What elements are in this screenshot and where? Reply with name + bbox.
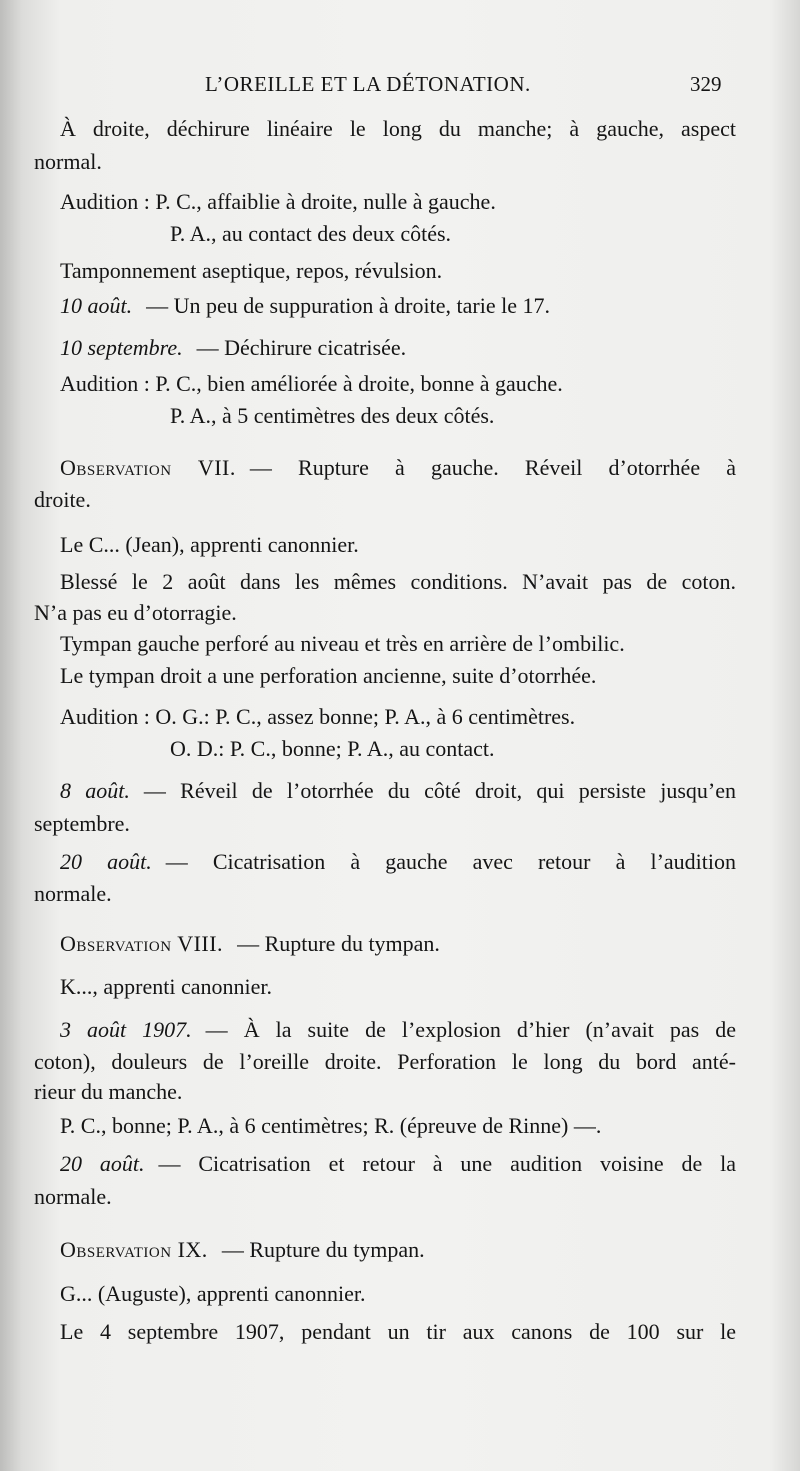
dated-entry (60, 1150, 736, 1178)
running-head-title: L’OREILLE ET LA DÉTONATION. (205, 72, 531, 96)
text-line: P. A., à 5 centimètres des deux côtés. (170, 403, 495, 428)
entry-date: 20 août. (60, 849, 152, 874)
text-line: Tympan gauche perforé au niveau et très en arrière de l’ombilic. (60, 631, 625, 656)
text-line: droite. (34, 487, 91, 512)
text-line: rieur du manche. (34, 1079, 183, 1104)
text-line: coton), douleurs de l’oreille droite. Perforation le long du bord anté- (34, 1049, 736, 1074)
dated-entry (60, 334, 406, 362)
entry-date: 8 août. (60, 778, 130, 803)
observation-label: Observation IX. (60, 1237, 208, 1262)
entry-date: 10 septembre. (60, 335, 183, 360)
text-line: Audition : O. G.: P. C., assez bonne; P. A., à 6 centimètres. (60, 704, 576, 729)
entry-text: — À la suite de l’explosion d’hier (n’avait pas de (205, 1017, 736, 1042)
observation-label: Observation VII. (60, 455, 236, 480)
entry-text: — Déchirure cicatrisée. (196, 335, 407, 360)
text-line: normale. (34, 1184, 112, 1209)
observation-title: — Rupture à gauche. Réveil d’otorrhée à (249, 455, 736, 480)
text-line: Le tympan droit a une perforation ancienne, suite d’otorrhée. (60, 663, 597, 688)
text-line: normale. (34, 881, 112, 906)
entry-text: — Cicatrisation et retour à une audition voisine de la (158, 1151, 736, 1176)
text-line: Tamponnement aseptique, repos, révulsion. (60, 258, 443, 283)
text-line: P. C., bonne; P. A., à 6 centimètres; R. (épreuve de Rinne) —. (60, 1113, 602, 1138)
text-line: P. A., au contact des deux côtés. (170, 221, 452, 246)
dated-entry (60, 1016, 736, 1044)
observation-heading (60, 454, 736, 482)
text-line: N’a pas eu d’otorragie. (34, 600, 237, 625)
entry-date: 3 août 1907. (60, 1017, 192, 1042)
dated-entry (60, 848, 736, 876)
dated-entry (60, 777, 736, 805)
text-line: normal. (34, 149, 102, 174)
observation-title: — Rupture du tympan. (237, 931, 440, 956)
observation-heading (60, 930, 440, 958)
entry-text: — Un peu de suppuration à droite, tarie le 17. (146, 293, 550, 318)
text-line: Blessé le 2 août dans les mêmes conditions. N’avait pas de coton. (60, 569, 736, 594)
entry-date: 10 août. (60, 293, 133, 318)
text-line: K..., apprenti canonnier. (60, 974, 272, 999)
text-line: septembre. (34, 811, 130, 836)
observation-heading (60, 1236, 425, 1264)
page-number: 329 (690, 72, 722, 96)
observation-title: — Rupture du tympan. (221, 1237, 425, 1262)
entry-text: — Cicatrisation à gauche avec retour à l’audition (165, 849, 736, 874)
dated-entry (60, 292, 550, 320)
text-line: Le C... (Jean), apprenti canonnier. (60, 532, 359, 557)
text-line: À droite, déchirure linéaire le long du manche; à gauche, aspect (60, 116, 736, 141)
text-line: O. D.: P. C., bonne; P. A., au contact. (170, 736, 495, 761)
running-head (0, 72, 800, 104)
text-line: Audition : P. C., affaiblie à droite, nulle à gauche. (60, 189, 496, 214)
text-line: Audition : P. C., bien améliorée à droite, bonne à gauche. (60, 371, 563, 396)
entry-date: 20 août. (60, 1151, 145, 1176)
observation-label: Observation VIII. (60, 931, 224, 956)
text-line: Le 4 septembre 1907, pendant un tir aux canons de 100 sur le (60, 1319, 736, 1344)
text-line: G... (Auguste), apprenti canonnier. (60, 1281, 366, 1306)
entry-text: — Réveil de l’otorrhée du côté droit, qui persiste jusqu’en (143, 778, 736, 803)
